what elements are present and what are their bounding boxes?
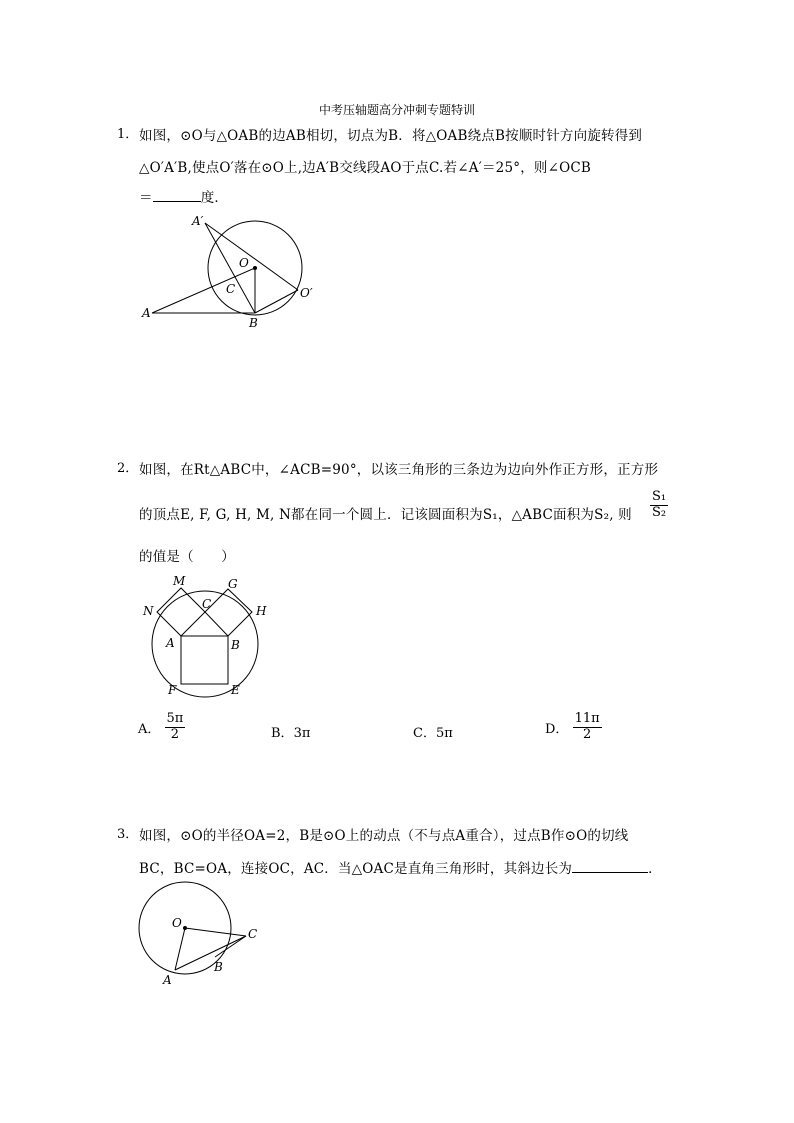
q3-label-b: B [214, 960, 223, 974]
q3-label-c: C [248, 927, 258, 941]
q3-text-line2 [139, 857, 662, 877]
q1-text-line3 [139, 186, 228, 206]
q2-option-d[interactable] [545, 712, 602, 743]
q2-text-line1: 如图，在Rt△ABC中，∠ACB=90°，以该三角形的三条边为边向外作正方形，正方形 [139, 462, 659, 478]
q2-square-ab [181, 636, 228, 684]
q3-figure [130, 878, 275, 993]
q3-label-a: A [163, 973, 172, 987]
q2-option-a-num: 5π [166, 711, 184, 726]
q2-option-c-letter: C． [413, 726, 436, 741]
q2-label-b: B [231, 638, 240, 652]
q1-number: 1． [117, 127, 139, 142]
q1-text-line2: △O′A′B,使点O′落在⊙O上,边A′B交线段AO于点C.若∠A′＝25°，则∠OCB [139, 160, 592, 176]
q2-option-d-num: 11π [574, 711, 600, 726]
q1-label-a-prime: A′ [192, 214, 204, 228]
q1-center-dot [253, 266, 257, 270]
q2-text-line3: 的值是（ ） [139, 549, 235, 565]
q1-unit: 度． [200, 190, 229, 206]
q2-label-a: A [166, 636, 175, 650]
q2-option-a[interactable] [138, 712, 185, 743]
q2-label-c: C [202, 597, 212, 611]
q2-option-a-fraction [165, 712, 186, 743]
q1-text-line1: 如图，⊙O与△OAB的边AB相切，切点为B．将△OAB绕点B按顺时针方向旋转得到 [139, 128, 643, 144]
q2-fraction-s1-s2 [650, 490, 668, 521]
q2-option-d-den: 2 [582, 726, 592, 742]
q2-label-n: N [143, 604, 154, 618]
q3-segment-ac [175, 936, 246, 970]
q1-label-o: O [239, 256, 249, 270]
q1-label-c: C [226, 282, 236, 296]
q1-answer-blank[interactable] [153, 189, 201, 202]
q2-option-b[interactable] [271, 722, 310, 741]
q1-equals: ＝ [139, 190, 153, 206]
q2-option-a-letter: A． [138, 721, 161, 737]
q2-fraction-denominator: S₂ [652, 504, 667, 520]
q2-option-d-letter: D． [545, 721, 569, 737]
q3-segment-bc [215, 936, 246, 957]
q2-figure [135, 570, 285, 700]
q2-square-ac [157, 588, 205, 636]
q3-period: ． [648, 861, 662, 877]
q3-number: 3． [117, 827, 139, 842]
q3-text-line1: 如图，⊙O的半径OA=2，B是⊙O上的动点（不与点A重合），过点B作⊙O的切线 [139, 828, 629, 844]
q2-option-a-den: 2 [170, 726, 180, 742]
q1-segment-ao [152, 268, 255, 313]
q2-label-e: E [231, 683, 240, 697]
q3-segment-oa [175, 928, 185, 970]
q2-label-h: H [256, 604, 267, 618]
q1-label-a: A [142, 306, 151, 320]
q2-label-f: F [168, 683, 177, 697]
q2-fraction-numerator: S₁ [652, 489, 667, 504]
q3-answer-blank[interactable] [572, 860, 648, 873]
q2-option-c-text: 5π [435, 726, 453, 741]
q2-label-m: M [173, 574, 186, 588]
q3-text-line2-main: BC，BC=OA，连接OC，AC．当△OAC是直角三角形时，其斜边长为 [139, 861, 573, 877]
q1-label-o-prime: O′ [300, 286, 313, 300]
q3-label-o: O [172, 916, 182, 930]
q3-segment-oc [185, 928, 246, 936]
q3-center-dot [183, 926, 187, 930]
q2-number: 2． [117, 461, 139, 476]
q2-option-c[interactable] [413, 722, 453, 741]
q2-option-b-letter: B． [271, 726, 294, 741]
q2-option-d-fraction [573, 712, 602, 743]
q2-option-b-text: 3π [293, 726, 311, 741]
page-title: 中考压轴题高分冲刺专题特训 [318, 103, 475, 117]
q2-label-g: G [228, 577, 238, 591]
q1-segment-a-prime-o-prime [205, 223, 298, 290]
q1-label-b: B [249, 316, 258, 330]
q1-figure [130, 205, 330, 335]
q2-text-line2: 的顶点E, F, G, H, M, N都在同一个圆上．记该圆面积为S₁，△ABC面积为S₂, 则 [139, 507, 632, 523]
